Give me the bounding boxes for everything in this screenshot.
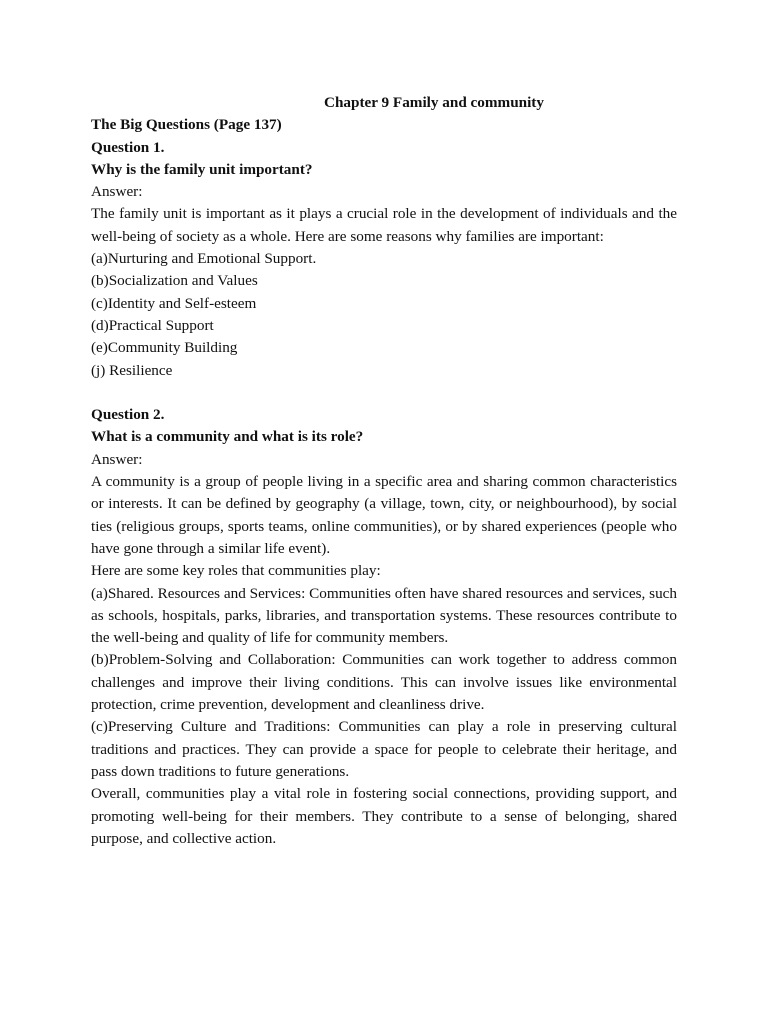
answer-1-label: Answer: xyxy=(91,183,143,201)
role-paragraph: (a)Shared. Resources and Services: Communities often have shared resources and services, such as schools, hospitals, parks, libraries, and transportation systems. These resources contribute to the well-being and quality of life for community members. xyxy=(91,584,677,647)
section-heading: The Big Questions (Page 137) xyxy=(91,116,282,134)
question-1-text: Why is the family unit important? xyxy=(91,160,313,178)
family-reasons-list xyxy=(91,248,677,382)
section-spacer xyxy=(91,382,677,404)
list-item: (c)Identity and Self-esteem xyxy=(91,294,257,312)
document-page xyxy=(91,92,677,850)
question-2-text: What is a community and what is its role? xyxy=(91,428,364,446)
chapter-title: Chapter 9 Family and community xyxy=(324,94,544,111)
question-2-number: Question 2. xyxy=(91,406,165,424)
list-item: (e)Community Building xyxy=(91,339,238,357)
list-item: (a)Nurturing and Emotional Support. xyxy=(91,250,317,268)
role-paragraph: (c)Preserving Culture and Traditions: Communities can play a role in preserving cultural traditions and practices. They can provide a space for people to celebrate their heritage, and pass down traditions to future generations. xyxy=(91,718,677,780)
answer-2-label: Answer: xyxy=(91,450,143,468)
list-item: (b)Socialization and Values xyxy=(91,272,258,290)
question-1-number: Question 1. xyxy=(91,138,165,156)
list-item: (d)Practical Support xyxy=(91,316,214,334)
community-definition: A community is a group of people living in a specific area and sharing common characteristics or interests. It can be defined by geography (a village, town, city, or neighbourhood), by social ties (religious groups, sports teams, online communities), or by shared experiences (people who have gone through a similar life event). xyxy=(91,473,677,557)
roles-intro: Here are some key roles that communities play: xyxy=(91,562,381,580)
answer-1-intro: The family unit is important as it plays a crucial role in the development of individuals and the well-being of society as a whole. Here are some reasons why families are important: xyxy=(91,205,677,245)
conclusion-paragraph: Overall, communities play a vital role in fostering social connections, providing support, and promoting well-being for their members. They contribute to a sense of belonging, shared purpose, and collective action. xyxy=(91,785,677,847)
role-paragraph: (b)Problem-Solving and Collaboration: Communities can work together to address common challenges and improve their living conditions. This can involve issues like environmental protection, crime prevention, development and cleanliness drive. xyxy=(91,651,677,714)
list-item: (j) Resilience xyxy=(91,361,173,379)
